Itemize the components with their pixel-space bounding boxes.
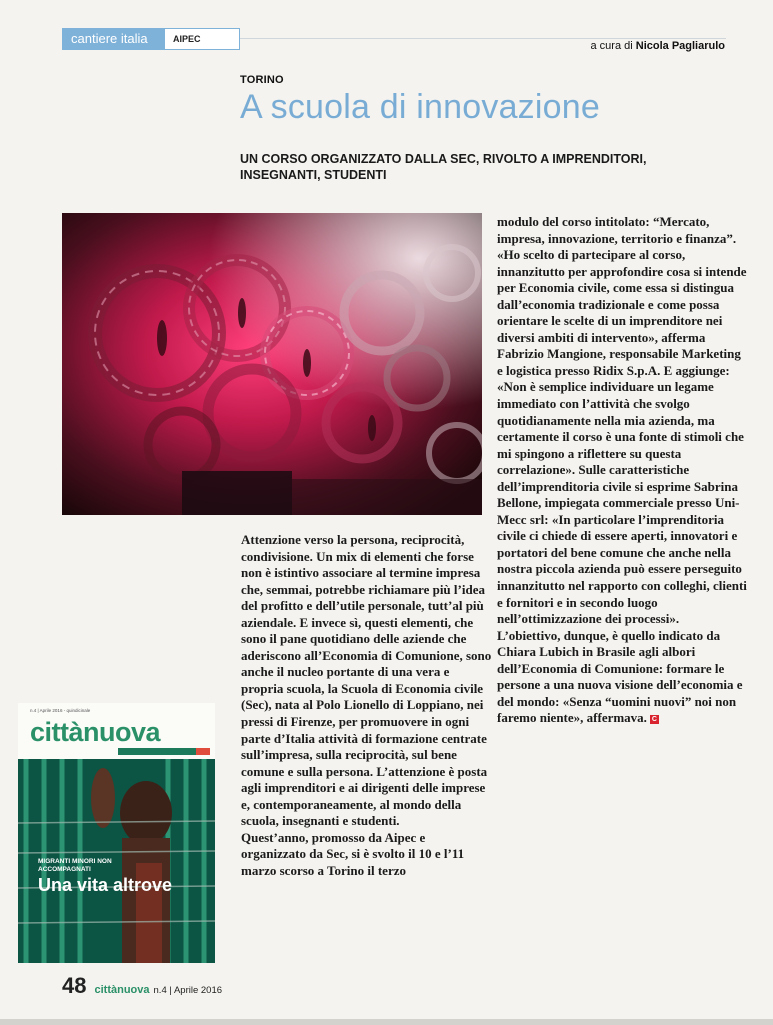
header-rule — [240, 38, 726, 39]
curator-prefix: a cura di — [590, 40, 633, 52]
paragraph: modulo del corso intitolato: “Mercato, impresa, innovazione, territorio e finanza”. «Ho scelto di partecipare al corso, innanzitutto per approfondire cosa si intende per Economia civile, come essa si distingua dall’economia tradizionale e come possa orientare le scelte di un imprenditore nei diversi ambiti di intervento», afferma Fabrizio Mangione, responsabile Marketing e logistica presso Ridix S.p.A. E aggiunge: «Non è semplice individuare un legame immediato con l’attività che svolgo quotidianamente nella mia azienda, ma certamente il corso è una fonte di stimoli che mi spingono a riflettere su questa correlazione». Sulle caratteristiche dell’imprenditoria civile si esprime Sabrina Bellone, impiegata commerciale presso Uni-Mecc srl: «In particolare l’imprenditoria civile ci chiede di essere aperti, innovatori e portatori del bene comune che anche nella nostra piccola azienda può essere perseguito innanzitutto nel rapporto con colleghi, clienti e fornitori e in secondo luogo nell’ottimizzazione dei processi». — [497, 214, 747, 627]
cover-small-line: MIGRANTI MINORI NON ACCOMPAGNATI — [38, 858, 112, 873]
end-mark-icon: C — [651, 715, 657, 723]
footer-brand-part2: nuova — [117, 984, 150, 996]
bottom-strip — [0, 1019, 773, 1025]
cover-logo — [30, 717, 160, 748]
article-subtitle: UN CORSO ORGANIZZATO DALLA SEC, RIVOLTO A IMPRENDITORI, INSEGNANTI, STUDENTI — [240, 152, 647, 182]
article-title: A scuola di innovazione — [240, 88, 600, 126]
paragraph: Quest’anno, promosso da Aipec e organizzato da Sec, si è svolto il 10 e l’11 marzo scorso a Torino il terzo — [241, 829, 465, 878]
article-kicker: TORINO — [240, 74, 284, 86]
paragraph — [497, 628, 747, 727]
paragraph: Attenzione verso la persona, reciprocità, condivisione. Un mix di elementi che forse non è istintivo associare al termine impresa che, semmai, potrebbe richiamare più l’idea del profitto e dell’utile personale, tutt’al più aziendale. E invece sì, questi elementi, che sono il pane quotidiano delle aziende che aderiscono all’Economia di Comunione, sono anche il nucleo portante di una vera e propria scuola, la Scuola di Economia civile (Sec), nata al Polo Lionello di Loppiano, nei pressi di Firenze, per promuovere in ogni parte d’Italia attività di formazione centrate sull’impresa, sulla reciprocità, sul bene comune e sulla persona. L’attenzione è posta agli imprenditori e ai dirigenti delle imprese e, contemporaneamente, al mondo della scuola, insegnanti e studenti. — [241, 532, 492, 829]
section-label: cantiere italia — [62, 28, 164, 50]
curator-credit — [590, 40, 725, 52]
magazine-cover — [18, 703, 215, 963]
section-tab — [62, 28, 240, 50]
footer-brand — [94, 984, 149, 996]
article-column-right — [497, 214, 747, 727]
curator-name: Nicola Pagliarulo — [635, 40, 725, 52]
cover-headline: Una vita altrove — [38, 875, 173, 895]
paragraph-text: L’obiettivo, dunque, è quello indicato da Chiara Lubich in Brasile agli albori dell’Economia di Comunione: formare le persone a una nuova visione dell’economia e del mondo: «Senza “uomini nuovi” noi non faremo niente», affermava. — [497, 627, 743, 726]
cover-logo-part1: città — [30, 717, 84, 747]
page-footer — [62, 973, 222, 999]
article-column-left — [241, 532, 493, 879]
cover-band-accent — [196, 748, 210, 755]
footer-brand-part1: città — [94, 984, 118, 996]
cover-issue-line: n.4 | Aprile 2016 - quindicinale — [30, 708, 91, 713]
footer-issue: n.4 | Aprile 2016 — [153, 985, 223, 996]
article-photo — [62, 213, 482, 515]
section-brand: AIPEC — [164, 28, 240, 50]
page-number: 48 — [62, 973, 87, 998]
cover-logo-part2: nuova — [83, 717, 161, 747]
